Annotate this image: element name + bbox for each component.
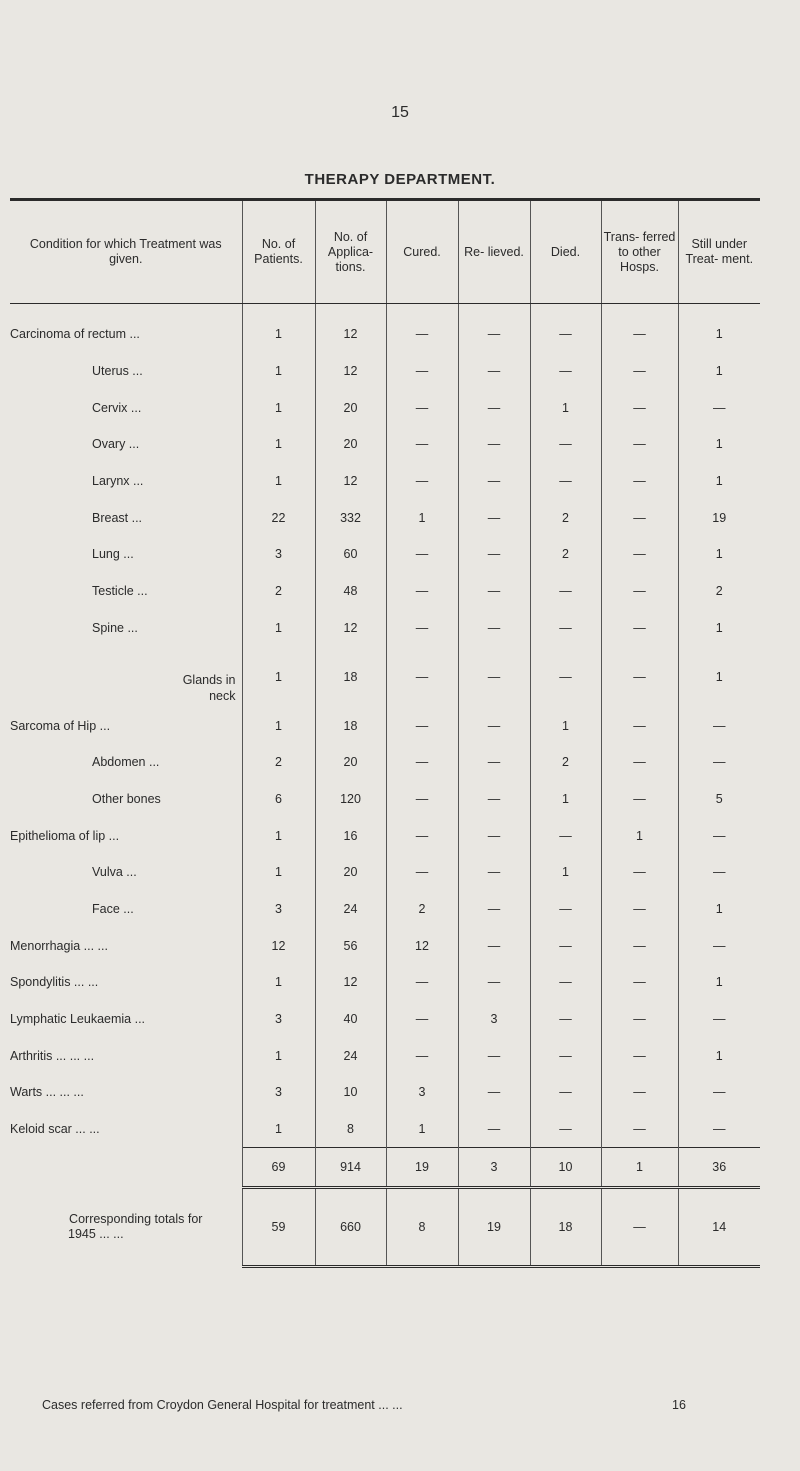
cell-transferred: — [601, 499, 678, 536]
table-row [10, 1001, 760, 1038]
cell-died: 2 [530, 536, 601, 573]
cell-applications: 12 [315, 610, 386, 647]
totals-label [10, 1148, 242, 1188]
table-row [10, 304, 760, 353]
cell-transferred: — [601, 536, 678, 573]
cell-relieved: — [458, 781, 530, 818]
row-label: Keloid scar ... ... [10, 1122, 100, 1137]
row-label: Breast ... [92, 510, 143, 525]
cell-cured: — [386, 854, 458, 891]
cell-patients: 1 [242, 854, 315, 891]
cell-transferred: — [601, 573, 678, 610]
cell-still: 19 [678, 499, 760, 536]
table-row [10, 854, 760, 891]
cell-died: — [530, 304, 601, 353]
footer-text: Cases referred from Croydon General Hospital for treatment ... ... [42, 1398, 403, 1412]
cell-patients: 1 [242, 463, 315, 500]
cell-still: — [678, 744, 760, 781]
cell-died: — [530, 353, 601, 390]
cell-applications: 12 [315, 353, 386, 390]
table-row [10, 781, 760, 818]
therapy-table [10, 198, 760, 1268]
cell-cured: — [386, 707, 458, 744]
cell-relieved: — [458, 1111, 530, 1148]
prev-year-label [10, 1188, 242, 1267]
cell-still: 5 [678, 781, 760, 818]
cell-applications: 20 [315, 426, 386, 463]
prev-year-label-line1: Corresponding totals for [69, 1212, 203, 1227]
cell-patients: 1 [242, 707, 315, 744]
cell-relieved: 3 [458, 1148, 530, 1188]
row-label: Ovary ... [92, 437, 140, 452]
cell-cured: — [386, 1037, 458, 1074]
row-label: Testicle ... [92, 584, 148, 599]
cell-still: — [678, 389, 760, 426]
cell-cured: — [386, 353, 458, 390]
table-row [10, 744, 760, 781]
cell-still: 1 [678, 463, 760, 500]
cell-patients: 1 [242, 817, 315, 854]
cell-cured: — [386, 744, 458, 781]
table-row [10, 573, 760, 610]
cell-applications: 16 [315, 817, 386, 854]
cell-transferred: — [601, 927, 678, 964]
cell-patients: 1 [242, 353, 315, 390]
table-row [10, 499, 760, 536]
cell-transferred: — [601, 781, 678, 818]
cell-patients: 2 [242, 744, 315, 781]
row-label: Abdomen ... [92, 755, 160, 770]
header-still-under-treatment: Still under Treat- ment. [678, 200, 760, 304]
cell-transferred: — [601, 304, 678, 353]
cell-patients: 1 [242, 964, 315, 1001]
header-applications: No. of Applica- tions. [315, 200, 386, 304]
cell-patients: 3 [242, 536, 315, 573]
cell-patients: 1 [242, 610, 315, 647]
footer-value: 16 [672, 1398, 686, 1412]
cell-relieved: — [458, 817, 530, 854]
cell-patients: 1 [242, 646, 315, 707]
cell-applications: 8 [315, 1111, 386, 1148]
cell-transferred: 1 [601, 817, 678, 854]
cell-died: — [530, 610, 601, 647]
row-label: Carcinoma of rectum ... [10, 327, 140, 342]
cell-relieved: — [458, 610, 530, 647]
cell-relieved: — [458, 499, 530, 536]
cell-still: — [678, 854, 760, 891]
cell-patients: 1 [242, 304, 315, 353]
cell-died: — [530, 573, 601, 610]
cell-transferred: — [601, 1188, 678, 1267]
cell-applications: 12 [315, 304, 386, 353]
table-row [10, 1111, 760, 1148]
table-row [10, 426, 760, 463]
cell-applications: 660 [315, 1188, 386, 1267]
header-transferred: Trans- ferred to other Hosps. [601, 200, 678, 304]
cell-still: 36 [678, 1148, 760, 1188]
table-row [10, 1037, 760, 1074]
cell-applications: 60 [315, 536, 386, 573]
cell-transferred: — [601, 1074, 678, 1111]
cell-died: 1 [530, 854, 601, 891]
cell-transferred: — [601, 389, 678, 426]
totals-row [10, 1148, 760, 1188]
cell-transferred: 1 [601, 1148, 678, 1188]
cell-applications: 24 [315, 891, 386, 928]
cell-transferred: — [601, 854, 678, 891]
cell-patients: 12 [242, 927, 315, 964]
cell-patients: 22 [242, 499, 315, 536]
prev-year-row [10, 1188, 760, 1267]
cell-cured: — [386, 463, 458, 500]
cell-transferred: — [601, 463, 678, 500]
cell-relieved: — [458, 744, 530, 781]
cell-died: — [530, 817, 601, 854]
cell-applications: 18 [315, 646, 386, 707]
cell-applications: 48 [315, 573, 386, 610]
cell-patients: 69 [242, 1148, 315, 1188]
row-label: Spondylitis ... ... [10, 975, 99, 990]
cell-died: — [530, 1037, 601, 1074]
cell-transferred: — [601, 964, 678, 1001]
header-relieved: Re- lieved. [458, 200, 530, 304]
cell-transferred: — [601, 426, 678, 463]
row-label: Face ... [92, 901, 134, 916]
footer-note [42, 1398, 722, 1412]
table-row [10, 646, 760, 707]
cell-still: — [678, 1074, 760, 1111]
cell-applications: 10 [315, 1074, 386, 1111]
cell-still: 1 [678, 891, 760, 928]
cell-died: — [530, 1074, 601, 1111]
row-label-line1: Glands in [182, 673, 236, 688]
row-label: Spine ... [92, 620, 138, 635]
cell-still: 1 [678, 1037, 760, 1074]
page-title: THERAPY DEPARTMENT. [304, 171, 496, 188]
cell-applications: 120 [315, 781, 386, 818]
cell-relieved: 19 [458, 1188, 530, 1267]
prev-year-label-line2: 1945 ... ... [68, 1227, 124, 1242]
cell-applications: 18 [315, 707, 386, 744]
cell-died: 1 [530, 707, 601, 744]
cell-applications: 12 [315, 964, 386, 1001]
cell-cured: — [386, 573, 458, 610]
cell-cured: — [386, 536, 458, 573]
header-cured: Cured. [386, 200, 458, 304]
cell-patients: 1 [242, 389, 315, 426]
cell-cured: — [386, 389, 458, 426]
cell-cured: 1 [386, 499, 458, 536]
cell-cured: 12 [386, 927, 458, 964]
cell-died: 10 [530, 1148, 601, 1188]
row-label [10, 646, 242, 707]
cell-transferred: — [601, 1037, 678, 1074]
cell-relieved: — [458, 1074, 530, 1111]
cell-relieved: — [458, 304, 530, 353]
page-number: 15 [391, 104, 409, 121]
row-label: Sarcoma of Hip ... [10, 718, 111, 733]
cell-cured: — [386, 304, 458, 353]
cell-relieved: — [458, 854, 530, 891]
cell-relieved: — [458, 646, 530, 707]
cell-applications: 20 [315, 744, 386, 781]
row-label: Lung ... [92, 547, 134, 562]
cell-cured: 3 [386, 1074, 458, 1111]
table-row [10, 927, 760, 964]
cell-relieved: — [458, 964, 530, 1001]
row-label-line2: neck [209, 689, 236, 704]
cell-died: 18 [530, 1188, 601, 1267]
cell-applications: 12 [315, 463, 386, 500]
cell-applications: 56 [315, 927, 386, 964]
table-row [10, 707, 760, 744]
cell-still: 1 [678, 426, 760, 463]
cell-still: 2 [678, 573, 760, 610]
cell-cured: — [386, 426, 458, 463]
header-row [10, 200, 760, 304]
cell-cured: — [386, 646, 458, 707]
table-row [10, 817, 760, 854]
cell-applications: 40 [315, 1001, 386, 1038]
cell-patients: 3 [242, 891, 315, 928]
row-label: Larynx ... [92, 474, 144, 489]
table-row [10, 463, 760, 500]
cell-cured: — [386, 1001, 458, 1038]
cell-died: — [530, 927, 601, 964]
header-died: Died. [530, 200, 601, 304]
header-condition: Condition for which Treatment was given. [10, 200, 242, 304]
table-row [10, 964, 760, 1001]
cell-transferred: — [601, 707, 678, 744]
cell-died: 1 [530, 781, 601, 818]
cell-still: — [678, 817, 760, 854]
cell-applications: 20 [315, 854, 386, 891]
row-label: Cervix ... [92, 400, 142, 415]
cell-died: — [530, 891, 601, 928]
cell-relieved: 3 [458, 1001, 530, 1038]
cell-relieved: — [458, 353, 530, 390]
cell-relieved: — [458, 927, 530, 964]
cell-transferred: — [601, 610, 678, 647]
cell-patients: 1 [242, 1111, 315, 1148]
cell-relieved: — [458, 1037, 530, 1074]
cell-relieved: — [458, 389, 530, 426]
cell-relieved: — [458, 426, 530, 463]
cell-applications: 914 [315, 1148, 386, 1188]
cell-applications: 24 [315, 1037, 386, 1074]
cell-relieved: — [458, 573, 530, 610]
cell-cured: — [386, 817, 458, 854]
cell-relieved: — [458, 891, 530, 928]
cell-relieved: — [458, 536, 530, 573]
table-row [10, 610, 760, 647]
cell-transferred: — [601, 744, 678, 781]
cell-died: 2 [530, 499, 601, 536]
cell-patients: 6 [242, 781, 315, 818]
cell-transferred: — [601, 1111, 678, 1148]
cell-patients: 3 [242, 1074, 315, 1111]
cell-still: 1 [678, 964, 760, 1001]
table-row [10, 353, 760, 390]
cell-died: — [530, 463, 601, 500]
cell-died: — [530, 1001, 601, 1038]
row-label: Arthritis ... ... ... [10, 1048, 95, 1063]
cell-cured: 1 [386, 1111, 458, 1148]
cell-still: 14 [678, 1188, 760, 1267]
cell-patients: 1 [242, 1037, 315, 1074]
cell-cured: — [386, 964, 458, 1001]
cell-still: — [678, 927, 760, 964]
cell-cured: — [386, 610, 458, 647]
cell-died: — [530, 646, 601, 707]
cell-still: 1 [678, 610, 760, 647]
table-row [10, 891, 760, 928]
cell-patients: 1 [242, 426, 315, 463]
row-label: Epithelioma of lip ... [10, 828, 120, 843]
cell-cured: 19 [386, 1148, 458, 1188]
cell-still: 1 [678, 646, 760, 707]
table-row [10, 1074, 760, 1111]
cell-cured: 2 [386, 891, 458, 928]
cell-transferred: — [601, 1001, 678, 1038]
cell-died: 1 [530, 389, 601, 426]
row-label: Menorrhagia ... ... [10, 938, 108, 953]
cell-died: — [530, 1111, 601, 1148]
cell-still: 1 [678, 353, 760, 390]
row-label: Warts ... ... ... [10, 1085, 84, 1100]
cell-patients: 3 [242, 1001, 315, 1038]
row-label: Vulva ... [92, 865, 137, 880]
cell-still: — [678, 707, 760, 744]
cell-cured: — [386, 781, 458, 818]
row-label: Uterus ... [92, 364, 143, 379]
cell-patients: 2 [242, 573, 315, 610]
cell-patients: 59 [242, 1188, 315, 1267]
cell-transferred: — [601, 646, 678, 707]
cell-relieved: — [458, 463, 530, 500]
cell-still: 1 [678, 536, 760, 573]
cell-died: — [530, 964, 601, 1001]
header-patients: No. of Patients. [242, 200, 315, 304]
row-label: Lymphatic Leukaemia ... [10, 1012, 146, 1027]
cell-still: 1 [678, 304, 760, 353]
cell-died: — [530, 426, 601, 463]
cell-transferred: — [601, 353, 678, 390]
cell-cured: 8 [386, 1188, 458, 1267]
cell-applications: 332 [315, 499, 386, 536]
cell-relieved: — [458, 707, 530, 744]
row-label: Other bones [92, 791, 161, 806]
cell-died: 2 [530, 744, 601, 781]
cell-still: — [678, 1001, 760, 1038]
cell-transferred: — [601, 891, 678, 928]
table-row [10, 389, 760, 426]
cell-still: — [678, 1111, 760, 1148]
cell-applications: 20 [315, 389, 386, 426]
table-row [10, 536, 760, 573]
